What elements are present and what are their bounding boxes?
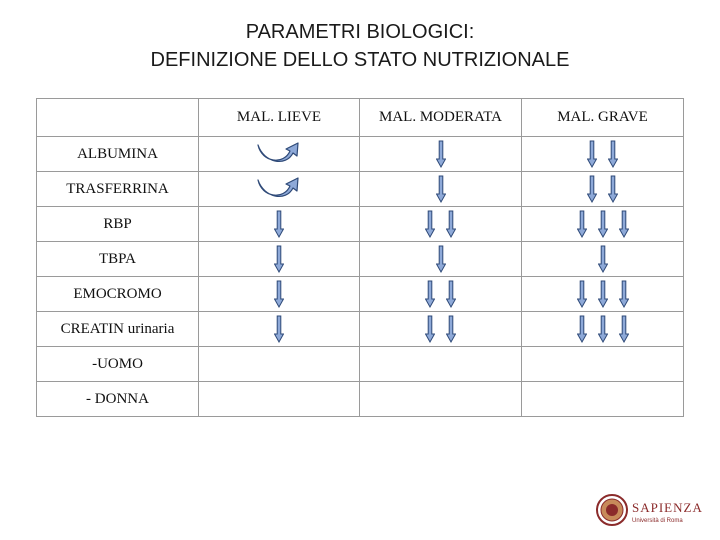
arrow-group (522, 312, 683, 346)
table-row (37, 382, 684, 417)
down-arrow-icon (598, 210, 608, 238)
arrow-group (360, 347, 521, 381)
arrow-group (199, 277, 359, 311)
down-arrow-icon (577, 280, 587, 308)
cell-grave (522, 312, 684, 347)
arrow-group (360, 137, 521, 171)
cell-lieve (199, 137, 360, 172)
arrow-group (522, 242, 683, 276)
row-label: RBP (37, 207, 199, 242)
logo-text-2: Università di Roma (632, 518, 683, 524)
arrow-group (522, 382, 683, 416)
nutrition-status-table (36, 98, 684, 417)
university-logo (596, 490, 706, 530)
column-header (37, 99, 199, 137)
cell-grave (522, 207, 684, 242)
cell-grave (522, 277, 684, 312)
down-arrow-icon (274, 315, 284, 343)
down-arrow-icon (274, 245, 284, 273)
title-line-1: PARAMETRI BIOLOGICI: (245, 21, 475, 43)
cell-moderata (360, 312, 522, 347)
down-arrow-icon (608, 175, 618, 203)
down-arrow-icon (436, 245, 446, 273)
cell-moderata (360, 137, 522, 172)
down-arrow-icon (577, 210, 587, 238)
table-header-row (37, 99, 684, 137)
down-arrow-icon (587, 140, 597, 168)
cell-lieve (199, 172, 360, 207)
university-seal-icon (597, 495, 627, 525)
column-header: MAL. LIEVE (199, 99, 360, 137)
down-arrow-icon (608, 140, 618, 168)
down-arrow-icon (598, 280, 608, 308)
row-label: TRASFERRINA (37, 172, 199, 207)
cell-grave (522, 347, 684, 382)
arrow-group (199, 207, 359, 241)
cell-grave (522, 172, 684, 207)
down-arrow-icon (274, 280, 284, 308)
arrow-group (360, 312, 521, 346)
arrow-group (522, 277, 683, 311)
down-arrow-icon (446, 280, 456, 308)
cell-grave (522, 137, 684, 172)
cell-lieve (199, 347, 360, 382)
cell-lieve (199, 277, 360, 312)
column-header: MAL. GRAVE (522, 99, 684, 137)
table-row (37, 277, 684, 312)
arrow-group (522, 137, 683, 171)
row-label: TBPA (37, 242, 199, 277)
table-row (37, 242, 684, 277)
arrow-group (199, 172, 359, 206)
curved-up-arrow-icon (256, 141, 302, 167)
arrow-group (199, 312, 359, 346)
cell-moderata (360, 172, 522, 207)
slide-title (0, 18, 720, 74)
down-arrow-icon (619, 210, 629, 238)
cell-lieve (199, 242, 360, 277)
down-arrow-icon (598, 245, 608, 273)
arrow-group (360, 277, 521, 311)
down-arrow-icon (446, 210, 456, 238)
down-arrow-icon (598, 315, 608, 343)
arrow-group (360, 242, 521, 276)
arrow-group (199, 137, 359, 171)
cell-lieve (199, 382, 360, 417)
cell-lieve (199, 207, 360, 242)
table-row (37, 347, 684, 382)
cell-moderata (360, 242, 522, 277)
row-label: EMOCROMO (37, 277, 199, 312)
cell-moderata (360, 277, 522, 312)
arrow-group (360, 172, 521, 206)
down-arrow-icon (619, 280, 629, 308)
down-arrow-icon (425, 315, 435, 343)
arrow-group (199, 242, 359, 276)
row-label: ALBUMINA (37, 137, 199, 172)
arrow-group (522, 347, 683, 381)
table-row (37, 207, 684, 242)
cell-lieve (199, 312, 360, 347)
down-arrow-icon (587, 175, 597, 203)
down-arrow-icon (436, 175, 446, 203)
logo-text-1: SAPIENZA (632, 500, 703, 515)
down-arrow-icon (425, 210, 435, 238)
arrow-group (360, 382, 521, 416)
arrow-group (199, 382, 359, 416)
column-header: MAL. MODERATA (360, 99, 522, 137)
cell-moderata (360, 382, 522, 417)
table-row (37, 137, 684, 172)
cell-moderata (360, 347, 522, 382)
arrow-group (199, 347, 359, 381)
table-row (37, 312, 684, 347)
down-arrow-icon (436, 140, 446, 168)
row-label: CREATIN urinaria (37, 312, 199, 347)
title-line-2: DEFINIZIONE DELLO STATO NUTRIZIONALE (150, 49, 570, 71)
cell-grave (522, 382, 684, 417)
row-label: - DONNA (37, 382, 199, 417)
arrow-group (522, 207, 683, 241)
cell-grave (522, 242, 684, 277)
down-arrow-icon (577, 315, 587, 343)
row-label: -UOMO (37, 347, 199, 382)
down-arrow-icon (619, 315, 629, 343)
arrow-group (522, 172, 683, 206)
cell-moderata (360, 207, 522, 242)
down-arrow-icon (446, 315, 456, 343)
down-arrow-icon (274, 210, 284, 238)
down-arrow-icon (425, 280, 435, 308)
table-row (37, 172, 684, 207)
arrow-group (360, 207, 521, 241)
curved-up-arrow-icon (256, 176, 302, 202)
